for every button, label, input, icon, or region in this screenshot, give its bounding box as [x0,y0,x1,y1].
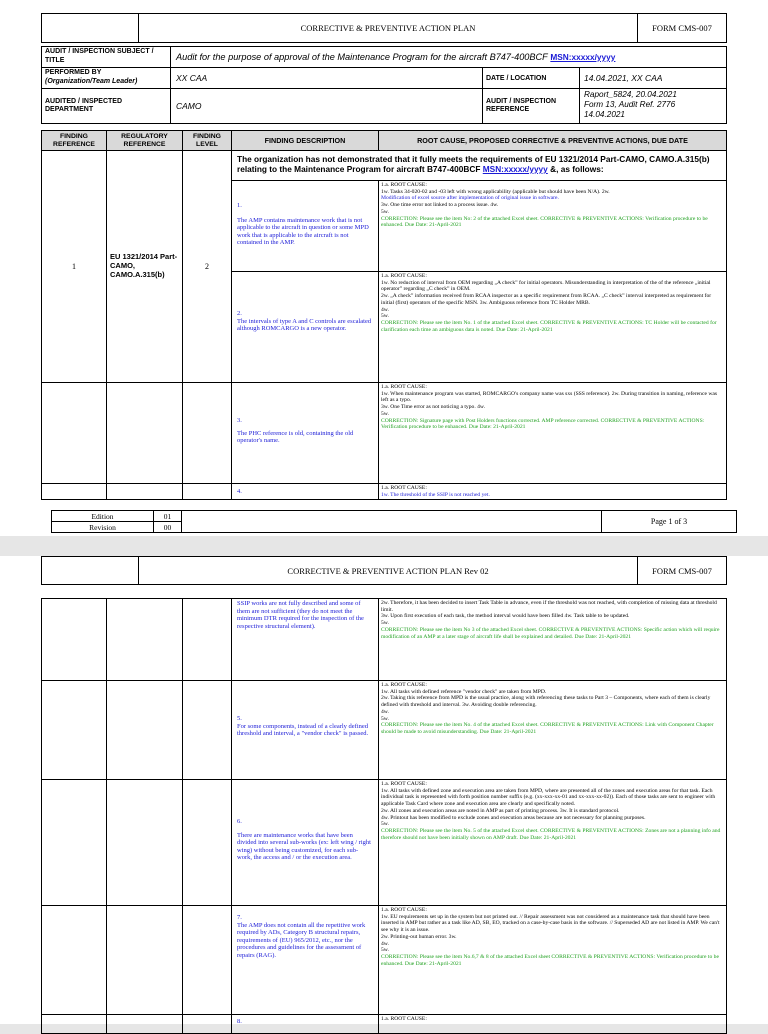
root-cause-line: 1w. Tasks 34-020-02 and -03 left with wrong applicability (applicable but should have been N/A). 2w. [381,188,610,195]
item-number: 7. [237,914,242,921]
audit-reference-line: Form 13, Audit Ref. 2776 [584,100,676,109]
finding-level-cell [182,779,232,906]
root-cause-line: 3w. Upon first execution of each task, the method interval would have been filled 4w. Task table to be updated. [381,613,630,620]
root-cause-line: 5w. [381,821,389,828]
corrective-action-text: CORRECTION: Please see the item No. 1 of the attached Excel sheet. CORRECTIVE & PREVENTIVE ACTIONS: TC Holder will be contacted for clarification each time an ambiguous data is noted. Due Date: 21-April-2021 [381,319,717,333]
root-cause-line: 4w. [381,708,389,715]
audit-reference-line: 14.04.2021 [584,110,625,119]
item-number: 8. [237,1018,242,1025]
root-cause-line: 2w. Printing-out human error. 3w. [381,933,457,940]
finding-summary-tail: &, as follows: [550,164,604,174]
root-cause-cell [378,483,727,500]
item-number: 2. [237,310,242,317]
root-cause-heading: 1.a. ROOT CAUSE: [381,682,427,688]
col-finding-reference: FINDING REFERENCE [41,130,107,151]
root-cause-cell [378,598,727,681]
finding-description-text: The AMP contains maintenance work that is not applicable to the aircraft in question or some MPD work that is applicable to the aircraft is not contained in the AMP. [237,216,369,247]
audit-reference-label: AUDIT / INSPECTION REFERENCE [482,88,580,124]
item-number: 4. [237,488,242,495]
root-cause-line: 2w. Taking this reference from MPD is the usual practice, along with referencing these tasks to Part 3 – Components, where each of them is clearly defined with threshold and interval. 3w. Avoiding double referencing. [381,695,711,709]
root-cause-cell [378,180,727,272]
root-cause-line: 3w. One Time error as not noticing a typo. 4w. [381,404,485,411]
finding-level-cell [182,680,232,780]
root-cause-line: 4w. [381,306,389,313]
root-cause-line: 4w. [381,940,389,947]
edition-label: Edition [51,510,154,522]
root-cause-line: 1w. The threshold of the SSIP is not reached yet. [381,491,490,498]
root-cause-cell [378,779,727,906]
root-cause-line: 1w. All tasks with defined zone and execution area are taken from MPD, where are presented all of the zones and execution areas for that task. Each individual task is represented with forth position number suffix (e.g. (xx-xxx-xx-01 and xx-xxx-xx-02)). Each of those tasks are sent to engineer with applicable Task Card where zone and execution area are clearly and specifically noted. [381,787,716,808]
header-logo-box [41,13,139,43]
regulatory-reference-cell [106,483,183,500]
finding-reference-cell [41,680,107,780]
root-cause-heading: 1.a. ROOT CAUSE: [381,1016,427,1022]
document-title-text: CORRECTIVE & PREVENTIVE ACTION PLAN [300,23,476,33]
finding-reference-cell: 1 [41,150,107,383]
date-location-value: 14.04.2021, XX CAA [579,67,727,89]
finding-reference-cell [41,905,107,1015]
form-number [637,556,727,585]
item-number: 6. [237,818,242,825]
root-cause-heading: 1.a. ROOT CAUSE: [381,781,427,787]
finding-level-cell: 2 [182,150,232,383]
col-regulatory-reference: REGULATORY REFERENCE [106,130,183,151]
root-cause-cell [378,680,727,780]
edition-value: 01 [153,510,182,522]
root-cause-line: 1w. No reduction of interval from OEM regarding „A check” for initial operators. Misunderstanding in interpretation of the of the reference „initial operator” regarding „C check” in OEM. [381,279,711,293]
finding-description-cell [231,905,379,1015]
finding-description-text: The AMP does not contain all the repetitive work required by ADs, Category B structural repairs, requirements of (EU) 965/2012, etc., nor the procedures and guidelines for the assessment of repairs (RAG). [237,921,366,959]
performed-by-value: XX CAA [170,67,483,89]
finding-reference-cell [41,598,107,681]
header-logo-box [41,556,139,585]
root-cause-heading: 1.a. ROOT CAUSE: [381,273,427,279]
regulatory-reference-cell [106,598,183,681]
audited-department-value: CAMO [170,88,483,124]
finding-level-cell [182,1014,232,1034]
item-number: 3. [237,417,242,424]
revision-value: 00 [153,521,182,533]
finding-description-cell [231,680,379,780]
audit-reference-line: Raport_5824, 20.04.2021 [584,90,677,99]
audit-subject-value [170,46,727,68]
corrective-action-text: CORRECTION: Please see the item No. 5 of the attached Excel sheet. CORRECTIVE & PREVENTIVE ACTIONS: Zones are not a planning info and therefore should not have been initially shown on AMP draft. Due Date: 21-April-2021 [381,827,721,841]
root-cause-line: Modification of excel source after implementation of original issue in software. [381,195,559,202]
corrective-action-text: CORRECTION: Please see the item No. 4 of the attached Excel sheet. CORRECTIVE & PREVENTIVE ACTIONS: Link with Component Chapter should be made to avoid misunderstanding. Due Date: 21-April-2021 [381,722,714,735]
col-finding-description: FINDING DESCRIPTION [231,130,379,151]
finding-description-cell [231,382,379,484]
finding-description-text: The PHC reference is old, containing the old operator's name. [237,429,354,445]
root-cause-cell [378,271,727,383]
root-cause-cell [378,382,727,484]
finding-summary-text: The organization has not demonstrated that it fully meets the requirements of EU 1321/2014 Part-CAMO, CAMO.A.315(b) relating to the Maintenance Program for aircraft B747-400BCF [237,154,710,174]
finding-reference-cell [41,1014,107,1034]
col-finding-level: FINDING LEVEL [182,130,232,151]
corrective-action-text: CORRECTION: Please see the item No 3 of the attached Excel sheet. CORRECTIVE & PREVENTIVE ACTIONS: Specific action which will require modification of an AMP at a later stage of aircraft life shall be explained and detailed. Due Date: 21-April-2021 [381,626,720,640]
root-cause-line: 2w. „A check” information received from RCAA inspector as a specific requirement from RCAA. „C check” interval interpreted as requirement for initial (first) operators of the specific MSN. 3w. Ambiguous reference from TC Holder MRB. [381,293,712,306]
finding-reference-cell [41,382,107,484]
audit-subject-label: AUDIT / INSPECTION SUBJECT / TITLE [41,46,171,68]
finding-description-text: For some components, instead of a clearly defined threshold and interval, a "vendor check" is passed. [237,722,369,738]
root-cause-line: 5w. [381,715,389,722]
document-title [138,556,638,585]
root-cause-heading: 1.a. ROOT CAUSE: [381,907,427,913]
revision-label: Revision [51,521,154,533]
col-root-cause: ROOT CAUSE, PROPOSED CORRECTIVE & PREVENTIVE ACTIONS, DUE DATE [378,130,727,151]
root-cause-line: 2w. Therefore, it has been decided to insert Task Table in advance, even if the threshold was not reached, with completion of missing data at threshold limit. [381,600,717,613]
audit-title-text: Audit for the purpose of approval of the Maintenance Program for the aircraft B747-400BCF [176,52,548,62]
finding-level-cell [182,382,232,484]
root-cause-heading: 1.a. ROOT CAUSE: [381,182,427,188]
performed-by-subtext: (Organization/Team Leader) [45,77,138,85]
audit-reference-value [579,88,727,124]
corrective-action-text: CORRECTION: Signature page with Post Holders functions corrected. AMP reference corrected. CORRECTIVE & PREVENTIVE ACTIONS: Verification procedure to be enhanced. Due Date: 21-April-2021 [381,417,705,431]
document-title-text: CORRECTIVE & PREVENTIVE ACTION PLAN Rev 02 [287,565,489,576]
finding-reference-cell [41,779,107,906]
corrective-action-text: CORRECTION: Please see the item No.6,7 & 8 of the attached Excel sheet CORRECTIVE & PREVENTIVE ACTIONS: Verification procedure to be enhanced. Due Date: 21-April-2021 [381,953,719,967]
root-cause-line: 5w. [381,947,389,954]
root-cause-cell [378,905,727,1015]
form-number [637,13,727,43]
root-cause-line: 1w. EU requirements set up in the system but not printed out. // Repair assessment was not considered as a maintenance task that should have been inserted in AMP but rather as a task like AD, SB, EO, tracked on a case-by-case basis in the software. // Superseded AD are not listed in AMP. We can't see why it is an issue. [381,913,720,934]
root-cause-line: 2w. All zones and execution areas are noted in AMP as part of printing process. 3w. It is standard protocol. [381,807,620,814]
root-cause-heading: 1.a. ROOT CAUSE: [381,384,427,390]
finding-description-text: SSIP works are not fully described and some of them are not sufficient (they do not meet the minimum DTR required for the inspection of the respective structural element). [237,600,364,630]
finding-description-text: The intervals of type A and C controls are escalated although ROMCARGO is a new operator. [237,317,372,333]
regulatory-reference-cell [106,1014,183,1034]
root-cause-heading: 1.a. ROOT CAUSE: [381,485,427,491]
regulatory-reference-cell: EU 1321/2014 Part-CAMO, CAMO.A.315(b) [106,150,183,383]
msn-link[interactable]: MSN:xxxxx/yyyy [482,164,548,174]
footer-blank-cell [181,510,602,533]
finding-level-cell [182,598,232,681]
performed-by-label [41,67,171,89]
date-location-label: DATE / LOCATION [482,67,580,89]
finding-description-text: There are maintenance works that have been divided into several sub-works (ex: left wing / right wing) without being customized, for each sub-work, the access and / or the execution area. [237,831,371,862]
root-cause-line: 5w. [381,620,389,627]
finding-level-cell [182,905,232,1015]
finding-description-cell [231,598,379,681]
regulatory-reference-cell [106,779,183,906]
audited-department-label: AUDITED / INSPECTED DEPARTMENT [41,88,171,124]
finding-description-cell [231,271,379,383]
root-cause-line: 5w. [381,208,389,215]
finding-description-cell [231,1014,379,1034]
item-number: 5. [237,715,242,722]
corrective-action-text: CORRECTION: Please see the item No: 2 of the attached Excel sheet. CORRECTIVE & PREVENTIVE ACTIONS: Verification procedure to be enhanced. Due Date: 21-April-2021 [381,215,708,229]
finding-description-cell [231,779,379,906]
regulatory-reference-cell [106,382,183,484]
root-cause-line: 3w. One time error not linked to a process issue. 4w. [381,202,499,209]
root-cause-line: 1w. When maintenance program was started, ROMCARGO's company name was sxs (SSS reference). 2w. During transition in naming, reference was left as a typo. [381,390,718,404]
root-cause-line: 5w. [381,313,389,320]
root-cause-line: 5w. [381,410,389,417]
regulatory-reference-cell [106,905,183,1015]
finding-reference-cell [41,483,107,500]
root-cause-cell [378,1014,727,1034]
document-title [138,13,638,43]
form-number-text: FORM CMS-007 [652,23,712,33]
page-number: Page 1 of 3 [601,510,737,533]
finding-description-cell [231,180,379,272]
form-number-text: FORM CMS-007 [652,565,712,576]
root-cause-line: 4w. Printout has been modified to exclude zones and execution areas because are not necessary for planning purposes. [381,814,646,821]
root-cause-line: 1w. All tasks with defined reference "vendor check" are taken from MPD. [381,688,547,695]
finding-level-cell [182,483,232,500]
document-page-2 [0,556,768,1024]
finding-summary [231,150,727,181]
performed-by-text: PERFORMED BY [45,69,102,76]
item-number: 1. [237,202,242,209]
finding-description-cell [231,483,379,500]
regulatory-reference-cell [106,680,183,780]
msn-link[interactable]: MSN:xxxxx/yyyy [550,52,616,62]
